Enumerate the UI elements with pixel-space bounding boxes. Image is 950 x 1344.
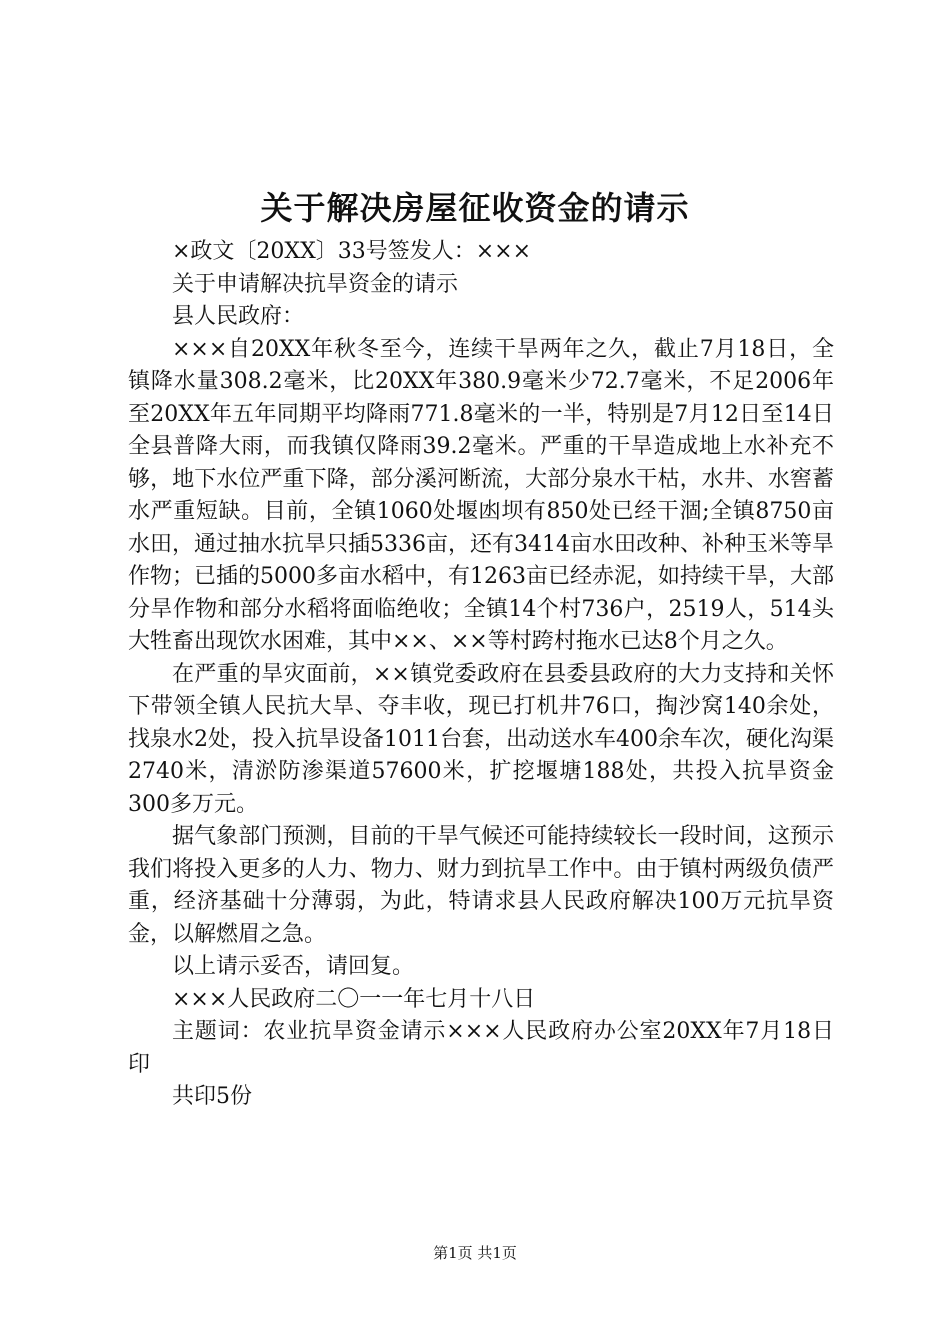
paragraph-funding-request: 据气象部门预测，目前的干旱气候还可能持续较长一段时间，这预示我们将投入更多的人力、物力、财力到抗旱工作中。由于镇村两级负债严重，经济基础十分薄弱，为此，特请求县人民政府解决100万元抗旱资金，以解燃眉之急。 bbox=[128, 824, 834, 947]
copies-line: 共印5份 bbox=[172, 1084, 252, 1109]
request-subject: 关于申请解决抗旱资金的请示 bbox=[172, 271, 459, 297]
page-footer: 第1页 共1页 bbox=[433, 1244, 517, 1262]
document-body bbox=[128, 236, 834, 1114]
paragraph-drought-situation: ×××自20XX年秋冬至今，连续干旱两年之久，截止7月18日，全镇降水量308.2毫米，比20XX年380.9毫米少72.7毫米，不足2006年至20XX年五年同期平均降雨771.8毫米的一半，特别是7月12日至14日全县普降大雨，而我镇仅降雨39.2毫米。严重的干旱造成地上水补充不够，地下水位严重下降，部分溪河断流，大部分泉水干枯，水井、水窖蓄水严重短缺。目前，全镇1060处堰凼坝有850处已经干涸;全镇8750亩水田，通过抽水抗旱只插5336亩，还有3414亩水田改种、补种玉米等旱作物；已插的5000多亩水稻中，有1263亩已经赤泥，如持续干旱，大部分旱作物和部分水稻将面临绝收；全镇14个村736户，2519人，514头大牲畜出现饮水困难，其中××、××等村跨村拖水已达8个月之久。 bbox=[128, 336, 834, 654]
keywords-line: 主题词：农业抗旱资金请示×××人民政府办公室20XX年7月18日印 bbox=[128, 1019, 834, 1077]
closing-line: 以上请示妥否，请回复。 bbox=[172, 954, 415, 979]
signature-date-line: ×××人民政府二〇一一年七月十八日 bbox=[172, 986, 536, 1012]
addressee: 县人民政府： bbox=[172, 304, 305, 329]
document-number-line: ×政文〔20XX〕33号签发人：××× bbox=[172, 239, 532, 264]
paragraph-relief-measures: 在严重的旱灾面前，××镇党委政府在县委县政府的大力支持和关怀下带领全镇人民抗大旱、夺丰收，现已打机井76口，掏沙窝140余处，找泉水2处，投入抗旱设备1011台套，出动送水车400余车次，硬化沟渠2740米，清淤防渗渠道57600米，扩挖堰塘188处，共投入抗旱资金300多万元。 bbox=[128, 661, 834, 817]
document-title: 关于解决房屋征收资金的请示 bbox=[260, 189, 690, 227]
